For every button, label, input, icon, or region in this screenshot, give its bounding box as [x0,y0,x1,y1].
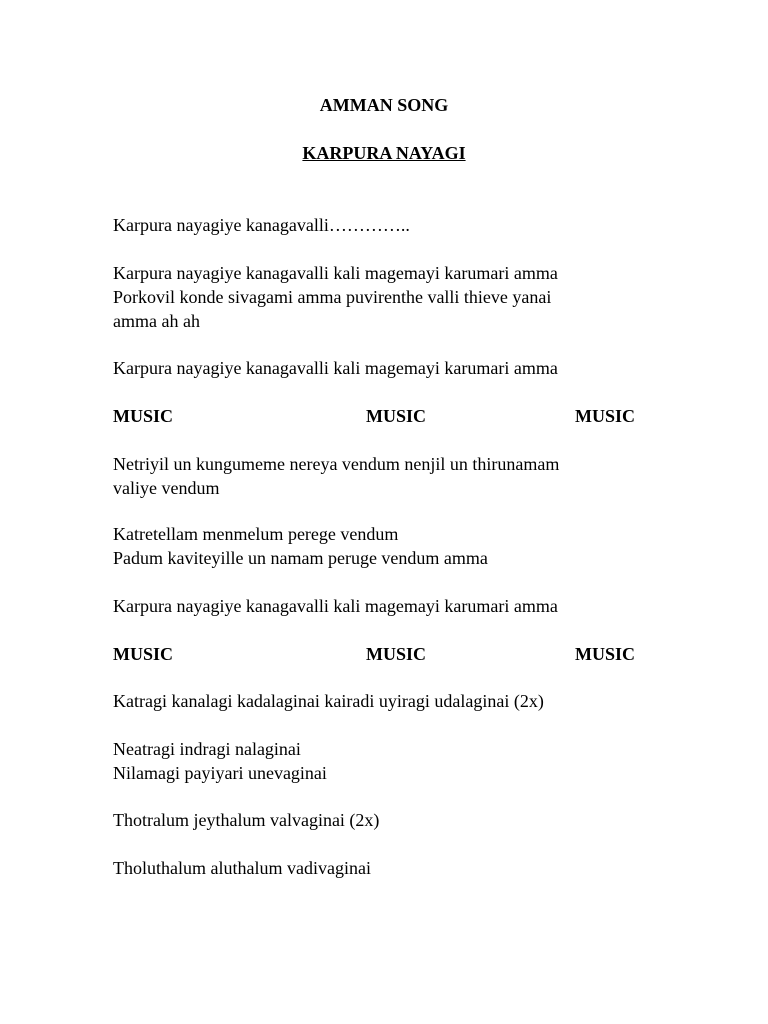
music-interlude-row [113,642,635,666]
lyric-line: Nilamagi payiyari unevaginai [113,763,327,783]
song-category-title: AMMAN SONG [319,95,449,115]
lyric-line: amma ah ah [113,311,200,331]
lyric-line: Padum kaviteyille un namam peruge vendum amma [113,548,488,568]
lyric-line: Netriyil un kungumeme nereya vendum nenjil un thirunamam [113,454,560,474]
lyric-line: Karpura nayagiye kanagavalli kali magemayi karumari amma [113,358,558,378]
lyric-line: Thotralum jeythalum valvaginai (2x) [113,810,380,830]
music-label: MUSIC [113,644,174,664]
song-title: KARPURA NAYAGI [302,143,466,163]
lyric-line: Katragi kanalagi kadalaginai kairadi uyiragi udalaginai (2x) [113,691,544,711]
lyric-line: Karpura nayagiye kanagavalli kali magemayi karumari amma [113,263,558,283]
music-label: MUSIC [366,644,427,664]
music-label: MUSIC [574,406,635,426]
lyric-line: valiye vendum [113,478,220,498]
lyric-line: Tholuthalum aluthalum vadivaginai [113,858,371,878]
music-label: MUSIC [113,406,174,426]
music-interlude-row [113,404,635,428]
lyric-line: Katretellam menmelum perege vendum [113,524,399,544]
lyric-line: Karpura nayagiye kanagavalli………….. [113,215,410,235]
music-label: MUSIC [366,406,427,426]
music-label: MUSIC [574,644,635,664]
lyric-line: Neatragi indragi nalaginai [113,739,301,759]
lyric-line: Karpura nayagiye kanagavalli kali magemayi karumari amma [113,596,558,616]
lyric-line: Porkovil konde sivagami amma puvirenthe valli thieve yanai [113,287,552,307]
